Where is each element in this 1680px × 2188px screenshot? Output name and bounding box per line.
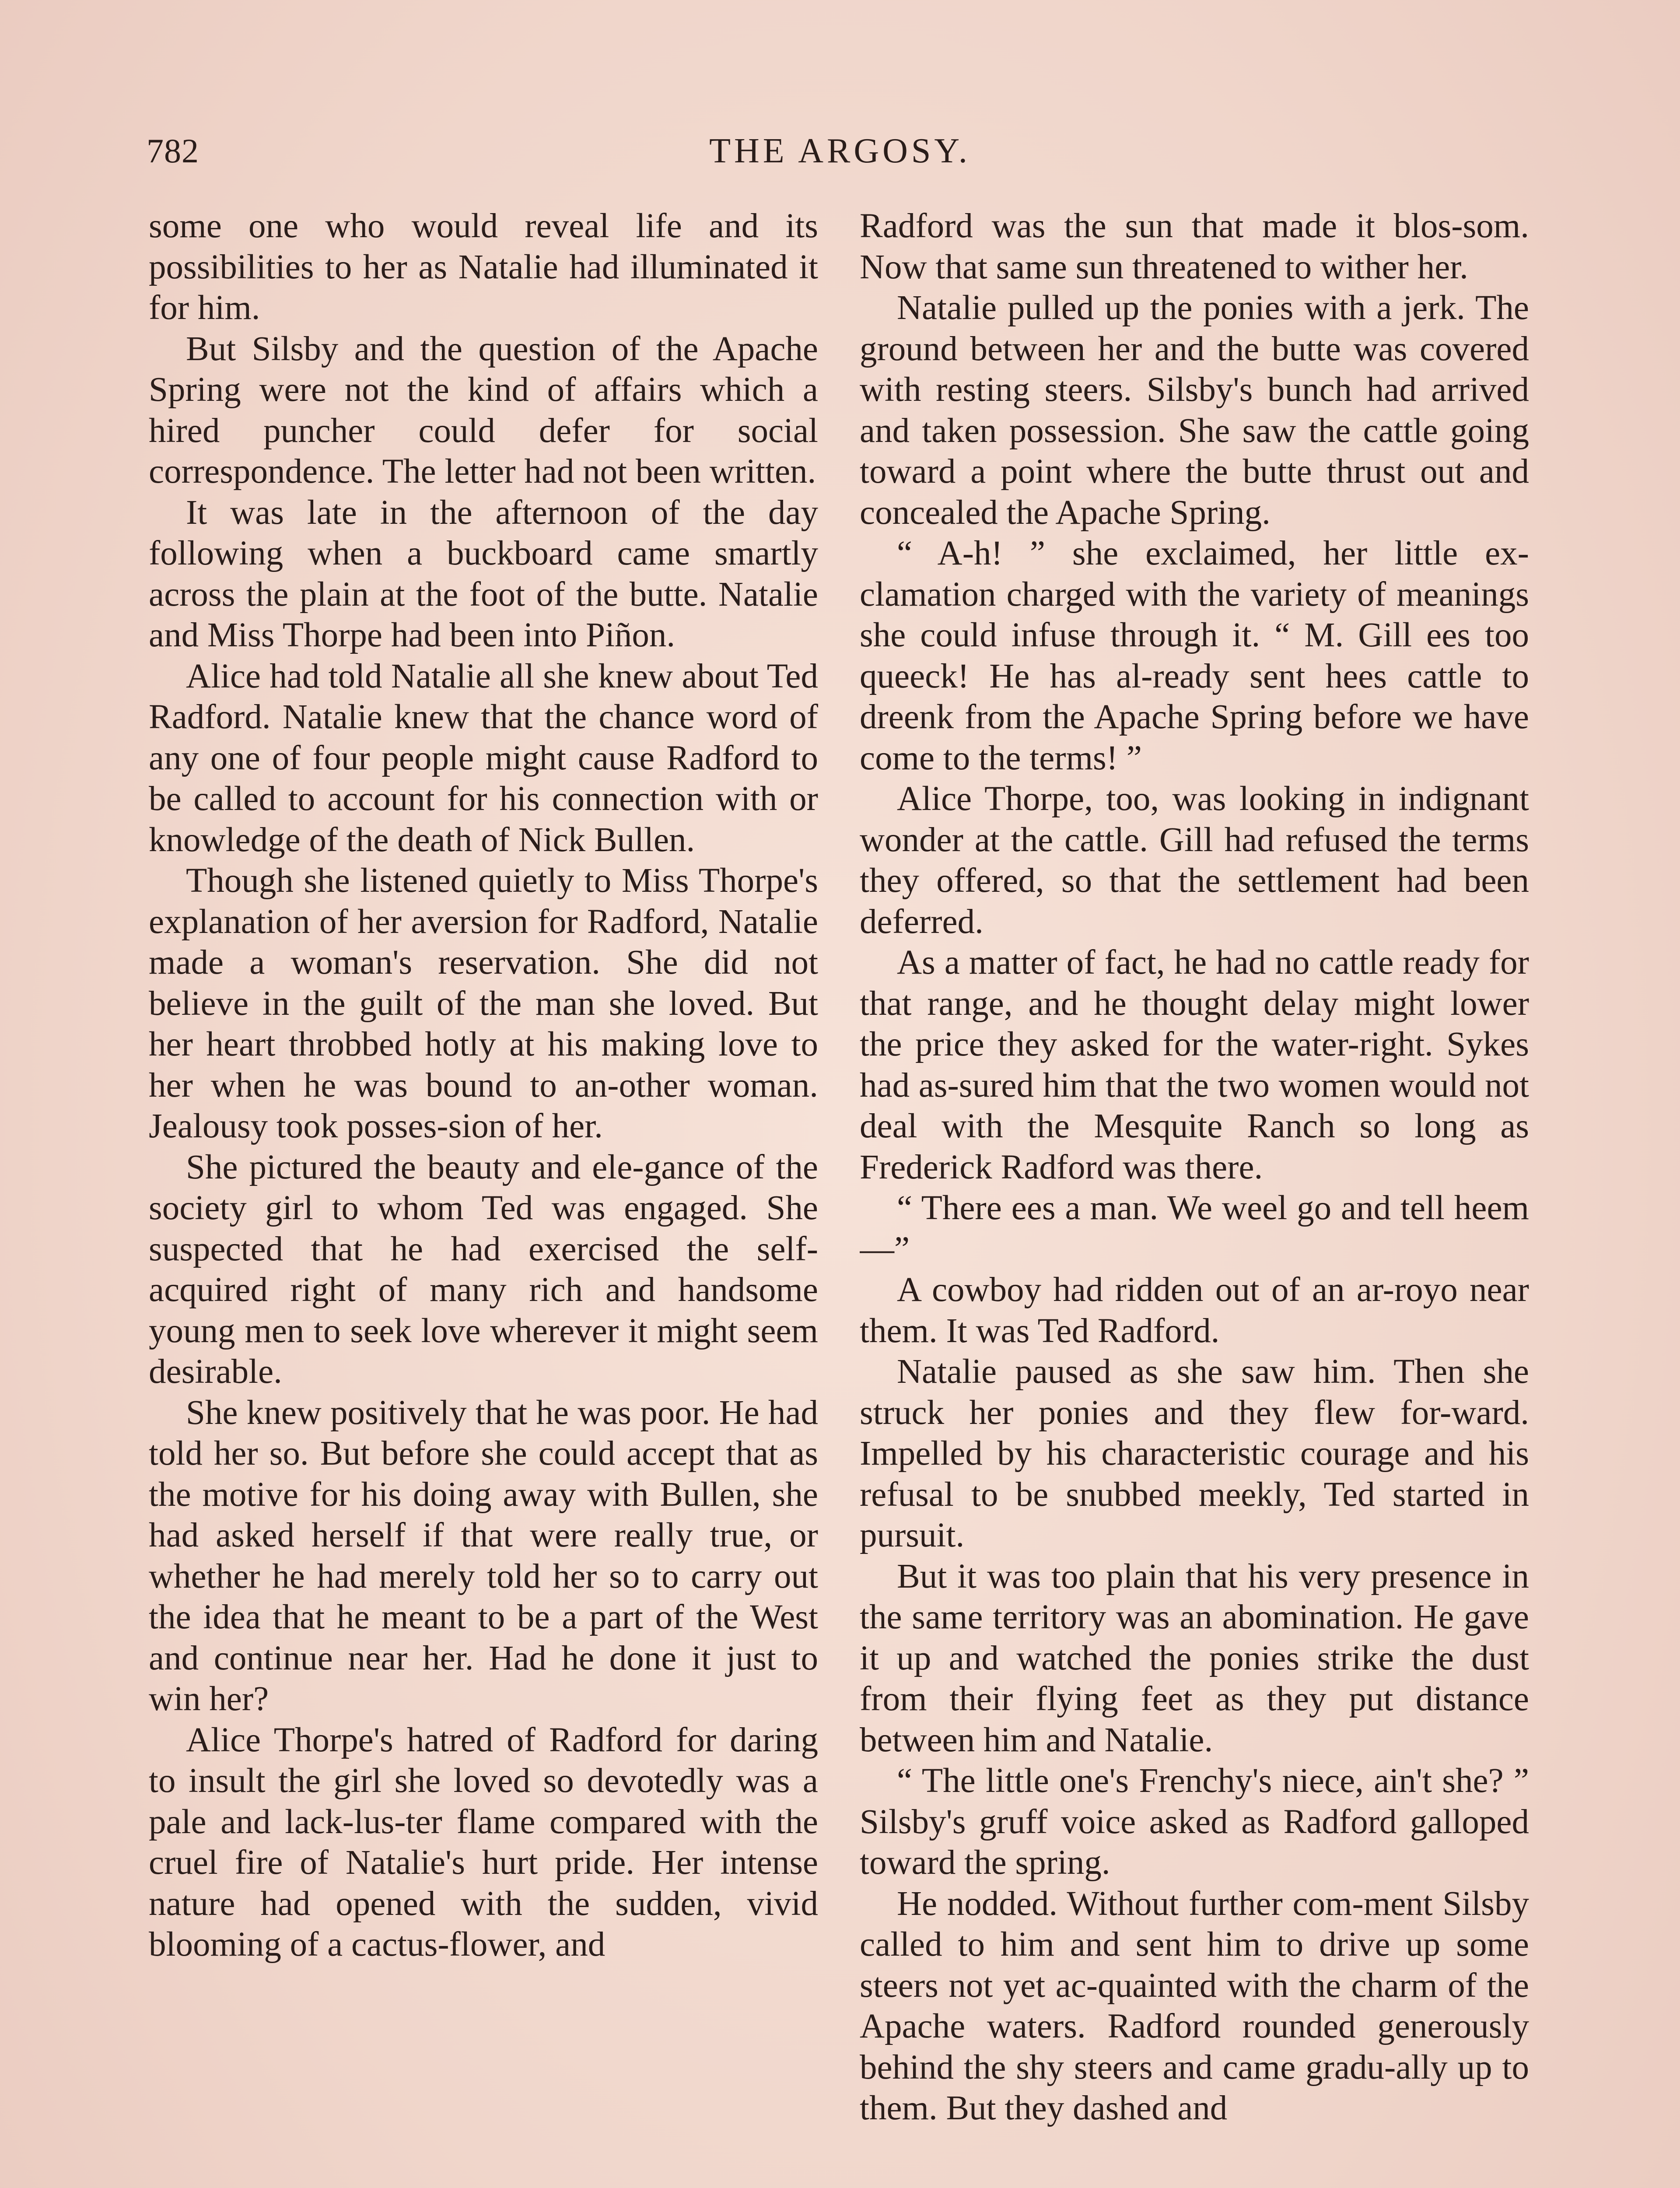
paragraph: A cowboy had ridden out of an ar-royo near them. It was Ted Radford. [860, 1271, 1529, 1350]
paragraph: “ There ees a man. We weel go and tell heem—” [860, 1189, 1529, 1268]
left-column [149, 206, 818, 2188]
paragraph: “ A-h! ” she exclaimed, her little ex-clamation charged with the variety of meanings she could infuse through it. “ M. Gill ees too queeck! He has al-ready sent hees cattle to dreenk from the Apache Spring before we have come to the terms! ” [860, 534, 1529, 777]
paragraph: But it was too plain that his very presence in the same territory was an abomination. He gave it up and watched the ponies strike the dust from their flying feet as they put distance between him and Natalie. [860, 1557, 1529, 1759]
paragraph: Natalie pulled up the ponies with a jerk. The ground between her and the butte was covered with resting steers. Silsby's bunch had arrived and taken possession. She saw the cattle going toward a point where the butte thrust out and concealed the Apache Spring. [860, 289, 1529, 532]
paragraph: Alice Thorpe's hatred of Radford for daring to insult the girl she loved so devotedly was a pale and lack-lus-ter flame compared with the cruel fire of Natalie's hurt pride. Her intense nature had opened with the sudden, vivid blooming of a cactus-flower, and [149, 1721, 818, 1964]
running-head-title: THE ARGOSY. [709, 132, 971, 170]
paragraph: She pictured the beauty and ele-gance of the society girl to whom Ted was engaged. She suspected that he had exercised the self-acquired right of many rich and handsome young men to seek love wherever it might seem desirable. [149, 1148, 818, 1391]
paragraph: But Silsby and the question of the Apache Spring were not the kind of affairs which a hired puncher could defer for social correspondence. The letter had not been written. [149, 330, 818, 491]
paragraph: “ The little one's Frenchy's niece, ain't she? ” Silsby's gruff voice asked as Radford galloped toward the spring. [860, 1762, 1529, 1882]
right-column [860, 206, 1529, 2188]
page-number: 782 [147, 132, 199, 170]
paragraph: Radford was the sun that made it blos-som. Now that same sun threatened to wither her. [860, 207, 1529, 286]
paragraph: As a matter of fact, he had no cattle ready for that range, and he thought delay might lower the price they asked for the water-right. Sykes had as-sured him that the two women would not deal with the Mesquite Ranch so long as Frederick Radford was there. [860, 943, 1529, 1186]
paragraph: She knew positively that he was poor. He had told her so. But before she could accept that as the motive for his doing away with Bullen, she had asked herself if that were really true, or whether he had merely told her so to carry out the idea that he meant to be a part of the West and continue near her. Had he done it just to win her? [149, 1393, 818, 1718]
paragraph: It was late in the afternoon of the day following when a buckboard came smartly across the plain at the foot of the butte. Natalie and Miss Thorpe had been into Piñon. [149, 493, 818, 654]
paragraph: Alice had told Natalie all she knew about Ted Radford. Natalie knew that the chance word of any one of four people might cause Radford to be called to account for his connection with or knowledge of the death of Nick Bullen. [149, 657, 818, 859]
paragraph: Though she listened quietly to Miss Thorpe's explanation of her aversion for Radford, Natalie made a woman's reservation. She did not believe in the guilt of the man she loved. But her heart throbbed hotly at his making love to her when he was bound to an-other woman. Jealousy took posses-sion of her. [149, 862, 818, 1145]
paragraph: He nodded. Without further com-ment Silsby called to him and sent him to drive up some steers not yet ac-quainted with the charm of the Apache waters. Radford rounded generously behind the shy steers and came gradu-ally up to them. But they dashed and [860, 1884, 1529, 2127]
paragraph: some one who would reveal life and its possibilities to her as Natalie had illuminated it for him. [149, 207, 818, 327]
paragraph: Natalie paused as she saw him. Then she struck her ponies and they flew for-ward. Impelled by his characteristic courage and his refusal to be snubbed meekly, Ted started in pursuit. [860, 1353, 1529, 1554]
paragraph: Alice Thorpe, too, was looking in indignant wonder at the cattle. Gill had refused the terms they offered, so that the settlement had been deferred. [860, 780, 1529, 941]
